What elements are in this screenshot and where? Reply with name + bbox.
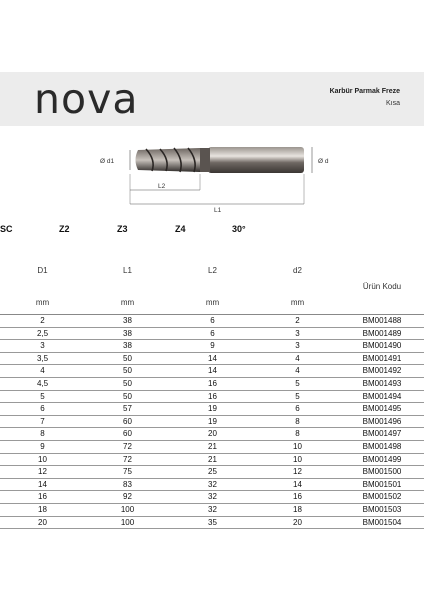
table-cell: BM001500 — [340, 466, 424, 479]
table-cell: 7 — [0, 415, 85, 428]
table-cell: 19 — [170, 415, 255, 428]
table-cell: 3,5 — [0, 352, 85, 365]
table-cell: 8 — [255, 428, 340, 441]
table-row — [0, 503, 424, 516]
table-cell: 38 — [85, 315, 170, 328]
table-row — [0, 491, 424, 504]
table-body — [0, 315, 424, 529]
table-cell: 5 — [0, 390, 85, 403]
col-unit-l1: mm — [120, 298, 135, 307]
table-cell: 32 — [170, 503, 255, 516]
table-row — [0, 390, 424, 403]
l1-label: L1 — [214, 207, 222, 214]
table-cell: BM001494 — [340, 390, 424, 403]
table-cell: 72 — [85, 453, 170, 466]
table-cell: 6 — [170, 315, 255, 328]
table-cell: 8 — [255, 415, 340, 428]
table-cell: BM001493 — [340, 377, 424, 390]
table-row — [0, 340, 424, 353]
d1-label: Ø d1 — [100, 158, 115, 165]
table-cell: BM001488 — [340, 315, 424, 328]
table-cell: 10 — [0, 453, 85, 466]
table-cell: 19 — [170, 403, 255, 416]
table-row — [0, 428, 424, 441]
tool-neck — [200, 148, 210, 172]
col-unit-d1: mm — [35, 298, 50, 307]
table-cell: 3 — [255, 340, 340, 353]
table-row — [0, 466, 424, 479]
table-cell: 9 — [0, 440, 85, 453]
table-row — [0, 516, 424, 529]
table-cell: 14 — [170, 365, 255, 378]
table-cell: 6 — [170, 327, 255, 340]
table-cell: BM001501 — [340, 478, 424, 491]
table-cell: 4 — [0, 365, 85, 378]
table-cell: 32 — [170, 478, 255, 491]
table-cell: 83 — [85, 478, 170, 491]
table-cell: 5 — [255, 377, 340, 390]
col-header-d1: D1 — [37, 266, 48, 275]
table-row — [0, 352, 424, 365]
table-cell: BM001502 — [340, 491, 424, 504]
table-cell: 16 — [170, 390, 255, 403]
table-cell: BM001496 — [340, 415, 424, 428]
table-cell: 12 — [255, 466, 340, 479]
col-unit-d2: mm — [290, 298, 305, 307]
tool-shank — [208, 147, 304, 173]
table-cell: 18 — [255, 503, 340, 516]
table-cell: BM001503 — [340, 503, 424, 516]
table-cell: 21 — [170, 453, 255, 466]
table-cell: 10 — [255, 440, 340, 453]
table-cell: 38 — [85, 327, 170, 340]
table-cell: 18 — [0, 503, 85, 516]
spec-helix-angle: 30° — [232, 224, 246, 234]
table-cell: 14 — [255, 478, 340, 491]
table-cell: 9 — [170, 340, 255, 353]
table-cell: BM001497 — [340, 428, 424, 441]
table-cell: 100 — [85, 516, 170, 529]
table-cell: 50 — [85, 377, 170, 390]
table-cell: 21 — [170, 440, 255, 453]
table-row — [0, 365, 424, 378]
col-header-l2: L2 — [208, 266, 217, 275]
table-row — [0, 440, 424, 453]
table-cell: BM001490 — [340, 340, 424, 353]
table-cell: 38 — [85, 340, 170, 353]
spec-z3: Z3 — [117, 224, 128, 234]
table-cell: 72 — [85, 440, 170, 453]
table-row — [0, 315, 424, 328]
table-cell: 16 — [170, 377, 255, 390]
table-cell: 4 — [255, 365, 340, 378]
table-cell: BM001491 — [340, 352, 424, 365]
table-cell: 16 — [0, 491, 85, 504]
table-cell: 57 — [85, 403, 170, 416]
table-cell: 75 — [85, 466, 170, 479]
table-cell: BM001504 — [340, 516, 424, 529]
table-cell: 5 — [255, 390, 340, 403]
col-unit-l2: mm — [205, 298, 220, 307]
table-cell: BM001499 — [340, 453, 424, 466]
spec-row — [0, 224, 424, 236]
spec-z2: Z2 — [59, 224, 70, 234]
table-cell: 3 — [0, 340, 85, 353]
table-cell: 4 — [255, 352, 340, 365]
table-header-names — [0, 258, 424, 290]
table-cell: 6 — [0, 403, 85, 416]
table-cell: 35 — [170, 516, 255, 529]
table-row — [0, 327, 424, 340]
col-header-l1: L1 — [123, 266, 132, 275]
table-cell: 2,5 — [0, 327, 85, 340]
table-row — [0, 377, 424, 390]
table-row — [0, 403, 424, 416]
table-cell: 100 — [85, 503, 170, 516]
table-cell: 14 — [170, 352, 255, 365]
table-cell: BM001489 — [340, 327, 424, 340]
spec-material: SC — [0, 224, 13, 234]
product-name: Karbür Parmak Freze — [329, 88, 400, 95]
table-cell: 20 — [255, 516, 340, 529]
table-cell: 6 — [255, 403, 340, 416]
table-row — [0, 453, 424, 466]
col-header-d2: d2 — [293, 266, 302, 275]
end-mill-diagram — [90, 138, 340, 214]
table-cell: 12 — [0, 466, 85, 479]
table-cell: 2 — [0, 315, 85, 328]
table-row — [0, 415, 424, 428]
table-cell: 8 — [0, 428, 85, 441]
table-cell: 92 — [85, 491, 170, 504]
table-row — [0, 478, 424, 491]
table-cell: 4,5 — [0, 377, 85, 390]
table-cell: 50 — [85, 365, 170, 378]
table-cell: BM001495 — [340, 403, 424, 416]
table-cell: BM001492 — [340, 365, 424, 378]
table-cell: 10 — [255, 453, 340, 466]
col-header-product-code: Ürün Kodu — [362, 281, 402, 291]
table-cell: 14 — [0, 478, 85, 491]
product-subtitle: Kısa — [385, 100, 400, 107]
d-label: Ø d — [318, 158, 329, 165]
table-cell: 32 — [170, 491, 255, 504]
table-cell: 50 — [85, 390, 170, 403]
table-cell: 16 — [255, 491, 340, 504]
table-cell: 50 — [85, 352, 170, 365]
table-cell: 25 — [170, 466, 255, 479]
table-cell: 20 — [0, 516, 85, 529]
table-cell: 20 — [170, 428, 255, 441]
table-cell: 3 — [255, 327, 340, 340]
spec-z4: Z4 — [175, 224, 186, 234]
product-table — [0, 258, 424, 529]
l2-label: L2 — [158, 183, 166, 190]
brand-logo: nova — [34, 75, 139, 123]
table-cell: 60 — [85, 428, 170, 441]
table-cell: BM001498 — [340, 440, 424, 453]
table-cell: 60 — [85, 415, 170, 428]
table-cell: 2 — [255, 315, 340, 328]
